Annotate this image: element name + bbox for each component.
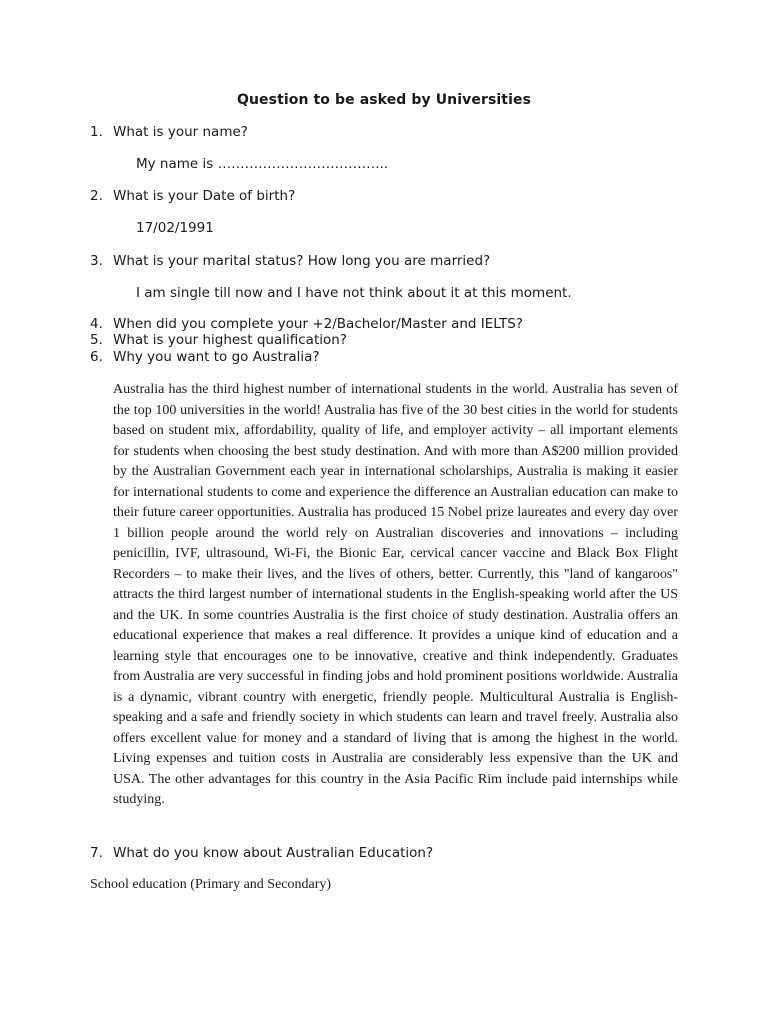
answer-2: 17/02/1991: [136, 220, 214, 236]
question-text: When did you complete your +2/Bachelor/Master and IELTS?: [113, 316, 523, 332]
answer-3: I am single till now and I have not think about it at this moment.: [136, 285, 572, 301]
question-3: [90, 253, 490, 269]
question-number: 5.: [90, 332, 103, 348]
question-6: [90, 349, 320, 365]
question-5: [90, 332, 347, 348]
answer-1: My name is ………………………………..: [136, 156, 389, 172]
question-text: What is your Date of birth?: [113, 188, 296, 204]
question-text: What is your name?: [113, 124, 248, 140]
question-2: [90, 188, 295, 204]
document-title: Question to be asked by Universities: [236, 92, 532, 108]
answer-paragraph: Australia has the third highest number of international students in the world. Australia has seven of the top 100 universities in the world! Australia has five of the 30 best cities in the world for students based on student mix, affordability, quality of life, and employer activity – all important elements for students when choosing the best study destination. And with more than A$200 million provided by the Australian Government each year in international scholarships, Australia is making it easier for international students to come and experience the difference an Australian education can make to their future career opportunities. Australia has produced 15 Nobel prize laureates and every day over 1 billion people around the world rely on Australian discoveries and innovations – including penicillin, IVF, ultrasound, Wi-Fi, the Bionic Ear, cervical cancer vaccine and Black Box Flight Recorders – to make their lives, and the lives of others, better. Currently, this "land of kangaroos" attracts the third largest number of international students in the English-speaking world after the US and the UK. In some countries Australia is the first choice of study destination. Australia offers an educational experience that makes a real difference. It provides a unique kind of education and a learning style that encourages one to be innovative, creative and think independently. Graduates from Australia are very successful in finding jobs and hold prominent positions worldwide. Australia is a dynamic, vibrant country with energetic, friendly people. Multicultural Australia is English-speaking and a safe and friendly society in which students can learn and travel freely. Australia also offers excellent value for money and a standard of living that is among the highest in the world. Living expenses and tuition costs in Australia are considerably less expensive than the UK and USA. The other advantages for this country in the Asia Pacific Rim include paid internships while studying.: [113, 382, 678, 807]
question-number: 1.: [90, 124, 103, 140]
question-7: [90, 845, 433, 861]
question-number: 4.: [90, 316, 103, 332]
question-number: 2.: [90, 188, 103, 204]
question-number: 7.: [90, 845, 103, 861]
question-text: What do you know about Australian Education?: [113, 845, 434, 861]
question-1: [90, 124, 248, 140]
question-text: What is your marital status? How long you are married?: [113, 253, 491, 269]
question-4: [90, 316, 523, 332]
question-number: 3.: [90, 253, 103, 269]
question-text: What is your highest qualification?: [113, 332, 347, 348]
section-subheading: School education (Primary and Secondary): [90, 877, 332, 892]
question-text: Why you want to go Australia?: [113, 349, 320, 365]
question-number: 6.: [90, 349, 103, 365]
